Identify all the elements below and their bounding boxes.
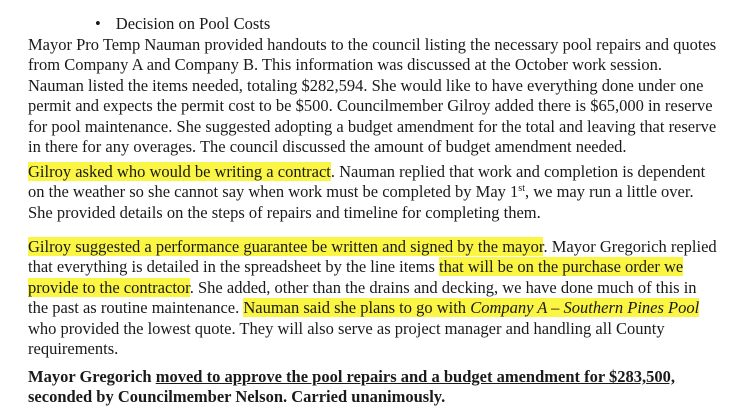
text-line: Mayor Pro Temp Nauman provided handouts to the council listing the necessary pool repairs and quotes [28,35,717,54]
highlight: Gilroy asked who would be writing a contract [28,162,331,181]
text-line: in there for any overages. The council discussed the amount of budget amendment needed. [28,136,627,156]
text-line: She provided details on the steps of repairs and timeline for completing them. [28,202,541,222]
text-line: that everything is detailed in the spreadsheet by the line items that will be on the purchase order we [28,257,684,277]
motion-paragraph [28,367,675,408]
text-line: Gilroy suggested a performance guarantee be written and signed by the mayor. Mayor Gregorich replied [28,237,717,256]
paragraph-1 [28,35,716,178]
paragraph-2 [28,162,705,223]
highlight: provide to the contractor [28,277,190,297]
highlight: Nauman said she plans to go with Company A – Southern Pines Pool [243,298,700,318]
text-line: the past as routine maintenance. Nauman said she plans to go with Company A – Southern Pines Pool [28,298,700,318]
text-line: for pool maintenance. She suggested adopting a budget amendment for the total and leaving that reserve [28,116,717,136]
text-line: provide to the contractor. She added, other than the drains and decking, we have done much of this in [28,277,697,297]
text-line: permit and expects the permit cost to be $500. Councilmember Gilroy added there is $65,000 in reserve [28,96,713,116]
text-line: Gilroy asked who would be writing a contract. Nauman replied that work and completion is dependent [28,162,706,181]
text-line: who provided the lowest quote. They will also serve as project manager and handling all County [28,318,665,338]
text-line: Nauman listed the items needed, totaling $282,594. She would like to have everything done under one [28,75,704,95]
text-line: requirements. [28,338,119,358]
text-line: Mayor Gregorich moved to approve the pool repairs and a budget amendment for $283,500, [28,367,676,386]
bullet-icon: • [95,14,101,33]
highlight: that will be on the purchase order we [439,257,684,277]
text-line: on the weather so she cannot say when work must be completed by May 1st, we may run a little over. [28,182,694,202]
superscript: st [518,183,525,195]
paragraph-3 [28,237,717,359]
underlined-text: moved to approve the pool repairs and a budget amendment for $283,500, [155,367,676,386]
section-heading [95,14,270,34]
text-line: seconded by Councilmember Nelson. Carried unanimously. [28,387,446,407]
highlight: Gilroy suggested a performance guarantee be written and signed by the mayor [28,237,544,256]
section-heading-text: Decision on Pool Costs [115,14,271,33]
text-line: from Company A and Company B. This information was discussed at the October work session. [28,55,662,75]
